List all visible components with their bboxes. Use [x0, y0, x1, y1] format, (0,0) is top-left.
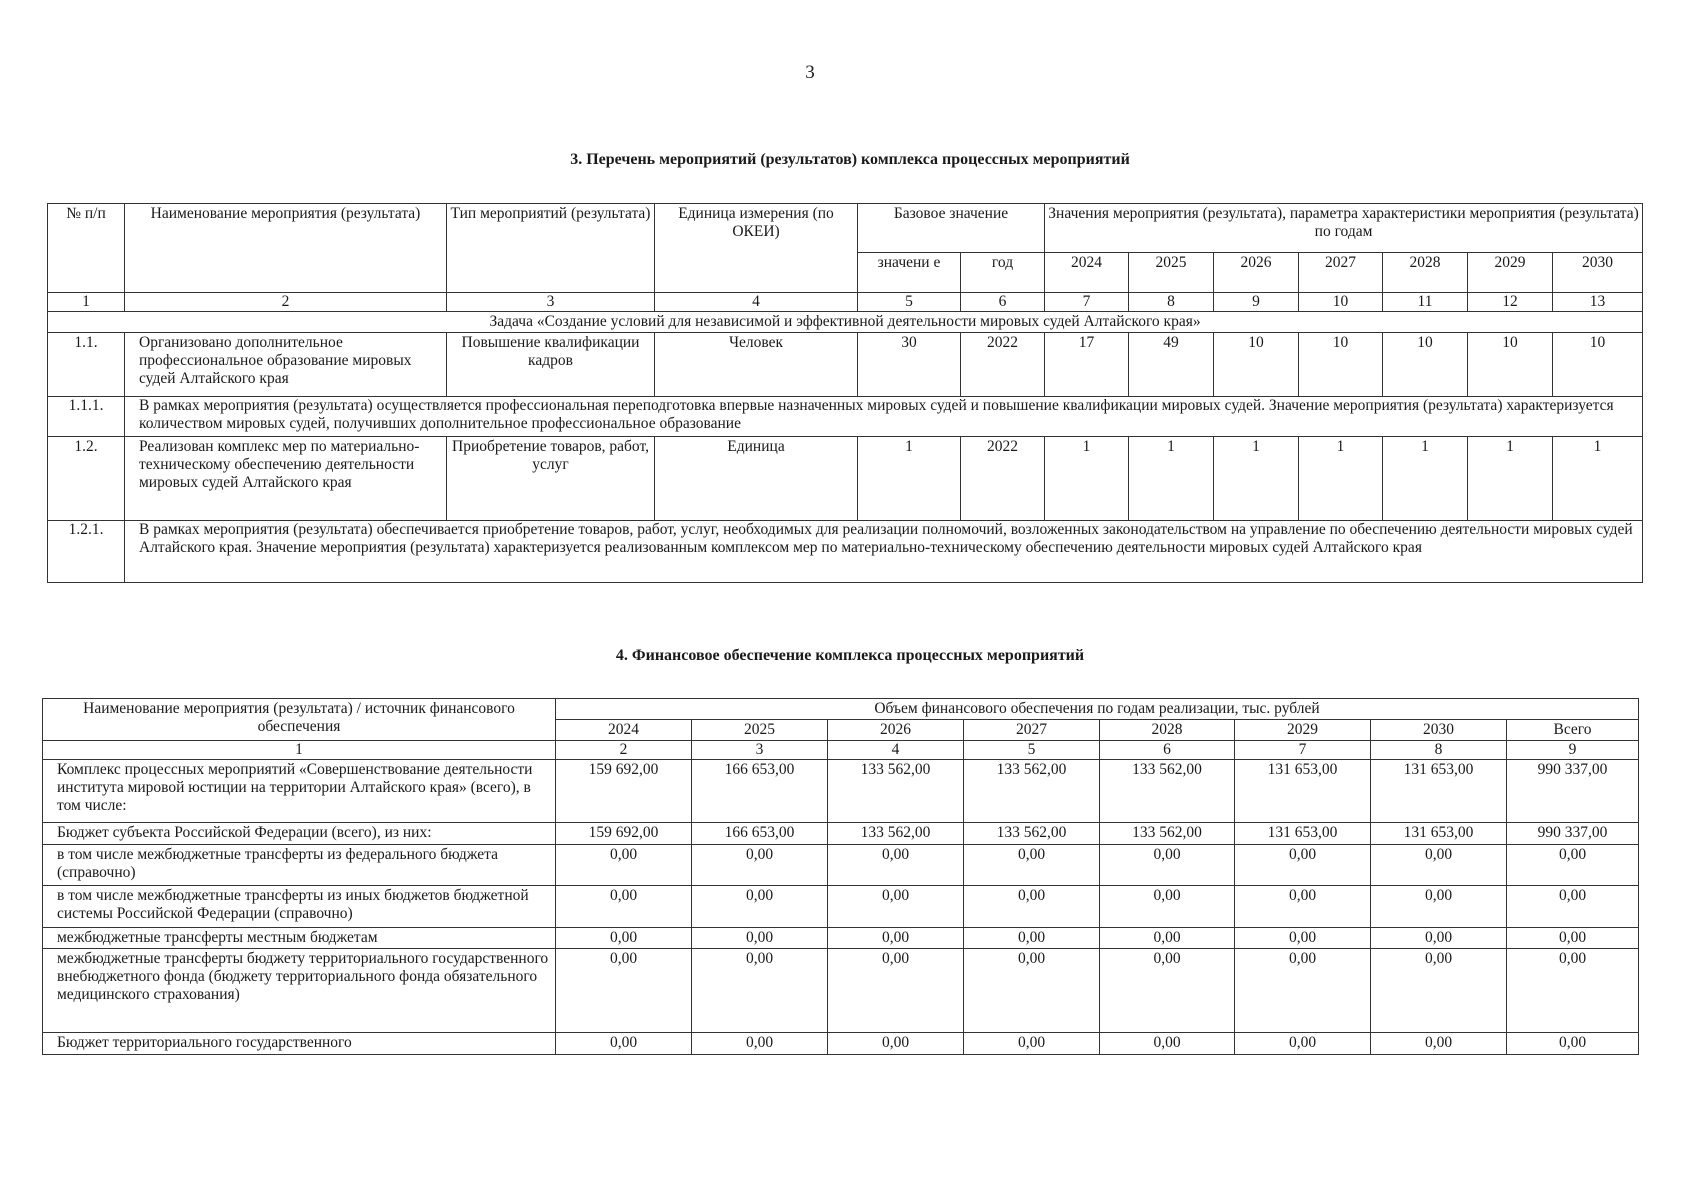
fin-value: 159 692,00	[556, 760, 692, 823]
description-row	[48, 397, 1643, 437]
description-row	[48, 521, 1643, 583]
row-value: 1	[1383, 437, 1468, 521]
row-value: 1	[1214, 437, 1299, 521]
row-value: 10	[1553, 333, 1643, 397]
header-year: 2026	[1214, 253, 1299, 293]
column-number: 2	[556, 741, 692, 760]
fin-value: 131 653,00	[1235, 823, 1371, 845]
column-number: 1	[43, 741, 556, 760]
fin-value: 990 337,00	[1507, 823, 1639, 845]
row-value: 10	[1214, 333, 1299, 397]
fin-value: 0,00	[828, 949, 964, 1033]
table-row	[43, 823, 1639, 845]
row-base-year: 2022	[961, 437, 1045, 521]
fin-value: 0,00	[1371, 886, 1507, 928]
row-value: 10	[1383, 333, 1468, 397]
header-year: 2027	[1299, 253, 1383, 293]
header-values: Значения мероприятия (результата), параметра характеристики мероприятия (результата) по годам	[1045, 204, 1643, 253]
page-number: 3	[805, 62, 815, 83]
fin-value: 0,00	[1371, 845, 1507, 886]
row-base-value: 1	[858, 437, 961, 521]
fin-row-name: в том числе межбюджетные трансферты из иных бюджетов бюджетной системы Российской Федерации (справочно)	[43, 886, 556, 928]
row-value: 1	[1553, 437, 1643, 521]
desc-num: 1.1.1.	[48, 397, 125, 437]
fin-header-year: 2026	[828, 720, 964, 741]
fin-column-number-row	[43, 741, 1639, 760]
column-number-row	[48, 293, 1643, 312]
row-value: 1	[1129, 437, 1214, 521]
row-num: 1.2.	[48, 437, 125, 521]
row-name: Организовано дополнительное профессиональное образование мировых судей Алтайского края	[125, 333, 447, 397]
fin-value: 0,00	[964, 949, 1100, 1033]
section-4-title: 4. Финансовое обеспечение комплекса процессных мероприятий	[615, 647, 1085, 664]
fin-row-name: в том числе межбюджетные трансферты из федерального бюджета (справочно)	[43, 845, 556, 886]
fin-value: 133 562,00	[1100, 823, 1235, 845]
fin-header-year: 2024	[556, 720, 692, 741]
header-base: Базовое значение	[858, 204, 1045, 253]
header-base-value: значени е	[858, 253, 961, 293]
fin-header-year: 2028	[1100, 720, 1235, 741]
column-number: 1	[48, 293, 125, 312]
header-num: № п/п	[48, 204, 125, 293]
table-row	[43, 928, 1639, 949]
column-number: 6	[1100, 741, 1235, 760]
table-row	[48, 333, 1643, 397]
fin-value: 0,00	[1371, 949, 1507, 1033]
fin-value: 0,00	[556, 886, 692, 928]
desc-text: В рамках мероприятия (результата) обеспечивается приобретение товаров, работ, услуг, необходимых для реализации полномочий, возложенных законодательством на управление по обеспечению деятельности мировых судей Алтайского края. Значение мероприятия (результата) характеризуется реализованным комплексом мер по материально-техническому обеспечению деятельности мировых судей Алтайского края	[125, 521, 1643, 583]
row-unit: Человек	[655, 333, 858, 397]
fin-value: 0,00	[1235, 928, 1371, 949]
row-num: 1.1.	[48, 333, 125, 397]
fin-value: 0,00	[1507, 886, 1639, 928]
section-3-title: 3. Перечень мероприятий (результатов) комплекса процессных мероприятий	[570, 151, 1130, 168]
fin-value: 0,00	[692, 928, 828, 949]
financing-table	[42, 698, 1639, 1055]
fin-value: 0,00	[964, 886, 1100, 928]
table-row	[43, 760, 1639, 823]
row-base-year: 2022	[961, 333, 1045, 397]
fin-header-year: 2025	[692, 720, 828, 741]
fin-value: 159 692,00	[556, 823, 692, 845]
fin-value: 0,00	[556, 1033, 692, 1055]
header-year: 2030	[1553, 253, 1643, 293]
fin-value: 0,00	[828, 928, 964, 949]
fin-value: 0,00	[964, 1033, 1100, 1055]
fin-value: 133 562,00	[964, 823, 1100, 845]
fin-row-name: Бюджет субъекта Российской Федерации (всего), из них:	[43, 823, 556, 845]
fin-row-name: межбюджетные трансферты местным бюджетам	[43, 928, 556, 949]
row-type: Повышение квалификации кадров	[447, 333, 655, 397]
fin-value: 166 653,00	[692, 823, 828, 845]
fin-value: 0,00	[1507, 949, 1639, 1033]
task-row: Задача «Создание условий для независимой и эффективной деятельности мировых судей Алтайского края»	[48, 312, 1643, 333]
fin-value: 0,00	[1507, 1033, 1639, 1055]
fin-value: 0,00	[1371, 1033, 1507, 1055]
fin-value: 0,00	[692, 949, 828, 1033]
row-name: Реализован комплекс мер по материально-техническому обеспечению деятельности мировых судей Алтайского края	[125, 437, 447, 521]
fin-header-volume: Объем финансового обеспечения по годам реализации, тыс. рублей	[556, 699, 1639, 720]
row-base-value: 30	[858, 333, 961, 397]
column-number: 10	[1299, 293, 1383, 312]
fin-value: 0,00	[1100, 949, 1235, 1033]
column-number: 8	[1129, 293, 1214, 312]
fin-row-name: Бюджет территориального государственного	[43, 1033, 556, 1055]
column-number: 4	[655, 293, 858, 312]
fin-value: 133 562,00	[828, 823, 964, 845]
row-value: 10	[1299, 333, 1383, 397]
table-row	[43, 1033, 1639, 1055]
fin-value: 0,00	[1235, 886, 1371, 928]
row-value: 1	[1045, 437, 1129, 521]
fin-value: 0,00	[828, 1033, 964, 1055]
header-year: 2029	[1468, 253, 1553, 293]
fin-row-name: межбюджетные трансферты бюджету территориального государственного внебюджетного фонда (бюджету территориального фонда обязательного медицинского страхования)	[43, 949, 556, 1033]
fin-value: 0,00	[1100, 886, 1235, 928]
activities-table	[47, 203, 1643, 583]
column-number: 12	[1468, 293, 1553, 312]
column-number: 4	[828, 741, 964, 760]
row-value: 1	[1468, 437, 1553, 521]
fin-value: 0,00	[556, 949, 692, 1033]
table-row	[43, 845, 1639, 886]
fin-header-total: Всего	[1507, 720, 1639, 741]
fin-value: 133 562,00	[964, 760, 1100, 823]
fin-value: 0,00	[964, 845, 1100, 886]
table-row	[43, 949, 1639, 1033]
column-number: 9	[1214, 293, 1299, 312]
fin-value: 0,00	[692, 886, 828, 928]
fin-value: 133 562,00	[1100, 760, 1235, 823]
header-year: 2025	[1129, 253, 1214, 293]
header-base-year: год	[961, 253, 1045, 293]
column-number: 8	[1371, 741, 1507, 760]
header-unit: Единица измерения (по ОКЕИ)	[655, 204, 858, 293]
column-number: 5	[964, 741, 1100, 760]
column-number: 2	[125, 293, 447, 312]
fin-value: 0,00	[1235, 949, 1371, 1033]
row-unit: Единица	[655, 437, 858, 521]
header-year: 2028	[1383, 253, 1468, 293]
fin-value: 0,00	[1100, 1033, 1235, 1055]
column-number: 3	[692, 741, 828, 760]
fin-value: 131 653,00	[1235, 760, 1371, 823]
fin-value: 0,00	[556, 928, 692, 949]
row-value: 1	[1299, 437, 1383, 521]
fin-row-name: Комплекс процессных мероприятий «Совершенствование деятельности института мировой юстиции на территории Алтайского края» (всего), в том числе:	[43, 760, 556, 823]
column-number: 3	[447, 293, 655, 312]
fin-header-year: 2029	[1235, 720, 1371, 741]
fin-value: 131 653,00	[1371, 823, 1507, 845]
fin-value: 131 653,00	[1371, 760, 1507, 823]
fin-value: 0,00	[1507, 845, 1639, 886]
fin-value: 133 562,00	[828, 760, 964, 823]
table-row	[48, 437, 1643, 521]
desc-num: 1.2.1.	[48, 521, 125, 583]
fin-value: 0,00	[692, 845, 828, 886]
fin-value: 0,00	[1100, 845, 1235, 886]
table-row	[43, 886, 1639, 928]
fin-value: 0,00	[692, 1033, 828, 1055]
fin-value: 0,00	[556, 845, 692, 886]
fin-value: 0,00	[1235, 1033, 1371, 1055]
fin-value: 166 653,00	[692, 760, 828, 823]
column-number: 5	[858, 293, 961, 312]
fin-value: 0,00	[964, 928, 1100, 949]
row-value: 17	[1045, 333, 1129, 397]
header-type: Тип мероприятий (результата)	[447, 204, 655, 293]
row-value: 49	[1129, 333, 1214, 397]
column-number: 9	[1507, 741, 1639, 760]
fin-header-year: 2030	[1371, 720, 1507, 741]
header-name: Наименование мероприятия (результата)	[125, 204, 447, 293]
fin-value: 990 337,00	[1507, 760, 1639, 823]
fin-value: 0,00	[1100, 928, 1235, 949]
fin-value: 0,00	[828, 886, 964, 928]
column-number: 7	[1045, 293, 1129, 312]
fin-value: 0,00	[828, 845, 964, 886]
fin-header-year: 2027	[964, 720, 1100, 741]
fin-value: 0,00	[1371, 928, 1507, 949]
fin-value: 0,00	[1235, 845, 1371, 886]
column-number: 11	[1383, 293, 1468, 312]
column-number: 7	[1235, 741, 1371, 760]
row-type: Приобретение товаров, работ, услуг	[447, 437, 655, 521]
row-value: 10	[1468, 333, 1553, 397]
fin-header-name: Наименование мероприятия (результата) / источник финансового обеспечения	[43, 699, 556, 741]
header-year: 2024	[1045, 253, 1129, 293]
column-number: 6	[961, 293, 1045, 312]
column-number: 13	[1553, 293, 1643, 312]
fin-value: 0,00	[1507, 928, 1639, 949]
desc-text: В рамках мероприятия (результата) осуществляется профессиональная переподготовка впервые назначенных мировых судей и повышение квалификации мировых судей. Значение мероприятия (результата) характеризуется количеством мировых судей, получивших дополнительное профессиональное образование	[125, 397, 1643, 437]
